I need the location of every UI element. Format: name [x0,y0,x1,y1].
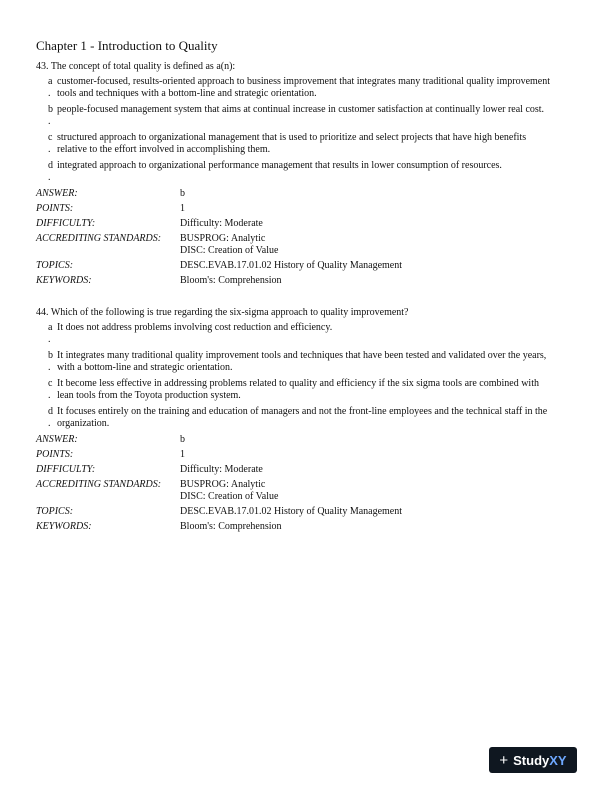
option-a: a . It does not address problems involving cost reduction and efficiency. [36,322,556,346]
option-a: a . customer-focused, results-oriented approach to business improvement that integrates many traditional quality improvement tools and techniques with a bottom-line and strategic orientation. [36,76,556,100]
points-value: 1 [180,449,185,460]
option-letter: a [48,322,53,333]
option-c: c . structured approach to organizational management that is used to prioritize and select projects that have high benefits relative to the effort involved in accomplishing them. [36,132,556,156]
standards-label: ACCREDITING STANDARDS: [36,233,162,244]
standards-value [180,479,556,503]
option-letter: a [48,76,53,87]
answer-label: ANSWER: [36,434,78,445]
keywords-label: KEYWORDS: [36,275,92,286]
question-44 [36,307,556,533]
question-stem: 43. The concept of total quality is defined as a(n): [36,61,236,72]
difficulty-label: DIFFICULTY: [36,218,96,229]
question-stem: 44. Which of the following is true regarding the six-sigma approach to quality improvement? [36,307,409,318]
topics-value: DESC.EVAB.17.01.02 History of Quality Management [180,506,403,517]
standard-2: DISC: Creation of Value [180,491,279,502]
topics-label: TOPICS: [36,260,74,271]
option-letter: b [48,350,53,361]
option-letter: d [48,406,53,417]
studyxy-logo [489,747,577,773]
keywords-value: Bloom's: Comprehension [180,521,282,532]
points-label: POINTS: [36,449,74,460]
standard-1: BUSPROG: Analytic [180,233,266,244]
option-text: people-focused management system that aims at continual increase in customer satisfaction at continually lower real cost. [57,104,545,115]
logo-text-accent: XY [549,752,567,768]
standards-value [180,233,556,257]
answer-value: b [180,188,185,199]
option-d: d . It focuses entirely on the training and education of managers and not the front-line employees and the technical staff in the organization. [36,406,556,430]
option-letter: b [48,104,53,115]
answer-label: ANSWER: [36,188,78,199]
option-b: b . people-focused management system that aims at continual increase in customer satisfaction at continually lower real cost. [36,104,556,128]
option-letter: c [48,132,53,143]
standard-1: BUSPROG: Analytic [180,479,266,490]
answer-metadata [36,434,556,533]
keywords-label: KEYWORDS: [36,521,92,532]
option-text: customer-focused, results-oriented approach to business improvement that integrates many traditional quality improvement tools and techniques with a bottom-line and strategic orientation. [57,76,550,99]
option-text: It become less effective in addressing problems related to quality and efficiency if the six sigma tools are combined with lean tools from the Toyota production system. [57,378,539,401]
logo-text: Study [513,752,550,768]
option-c: c . It become less effective in addressing problems related to quality and efficiency if the six sigma tools are combined with lean tools from the Toyota production system. [36,378,556,402]
answer-metadata [36,188,556,287]
keywords-value: Bloom's: Comprehension [180,275,282,286]
option-text: It does not address problems involving cost reduction and efficiency. [57,322,333,333]
difficulty-label: DIFFICULTY: [36,464,96,475]
chapter-title: Chapter 1 - Introduction to Quality [36,38,218,53]
option-text: structured approach to organizational management that is used to prioritize and select projects that have high benefits relative to the effort involved in accomplishing them. [57,132,527,155]
topics-label: TOPICS: [36,506,74,517]
difficulty-value: Difficulty: Moderate [180,464,263,475]
option-text: It integrates many traditional quality improvement tools and techniques that have been tested and validated over the years, with a bottom-line and strategic orientation. [57,350,547,373]
option-letter: d [48,160,53,171]
option-text: It focuses entirely on the training and education of managers and not the front-line employees and the technical staff in the organization. [57,406,548,429]
option-d: d . integrated approach to organizational performance management that results in lower consumption of resources. [36,160,556,184]
question-43 [36,61,556,287]
answer-value: b [180,434,185,445]
topics-value: DESC.EVAB.17.01.02 History of Quality Management [180,260,403,271]
difficulty-value: Difficulty: Moderate [180,218,263,229]
option-b: b . It integrates many traditional quality improvement tools and techniques that have been tested and validated over the years, with a bottom-line and strategic orientation. [36,350,556,374]
option-text: integrated approach to organizational performance management that results in lower consumption of resources. [57,160,502,171]
option-letter: c [48,378,53,389]
plus-icon: + [499,751,509,769]
standards-label: ACCREDITING STANDARDS: [36,479,162,490]
points-label: POINTS: [36,203,74,214]
points-value: 1 [180,203,185,214]
standard-2: DISC: Creation of Value [180,245,279,256]
